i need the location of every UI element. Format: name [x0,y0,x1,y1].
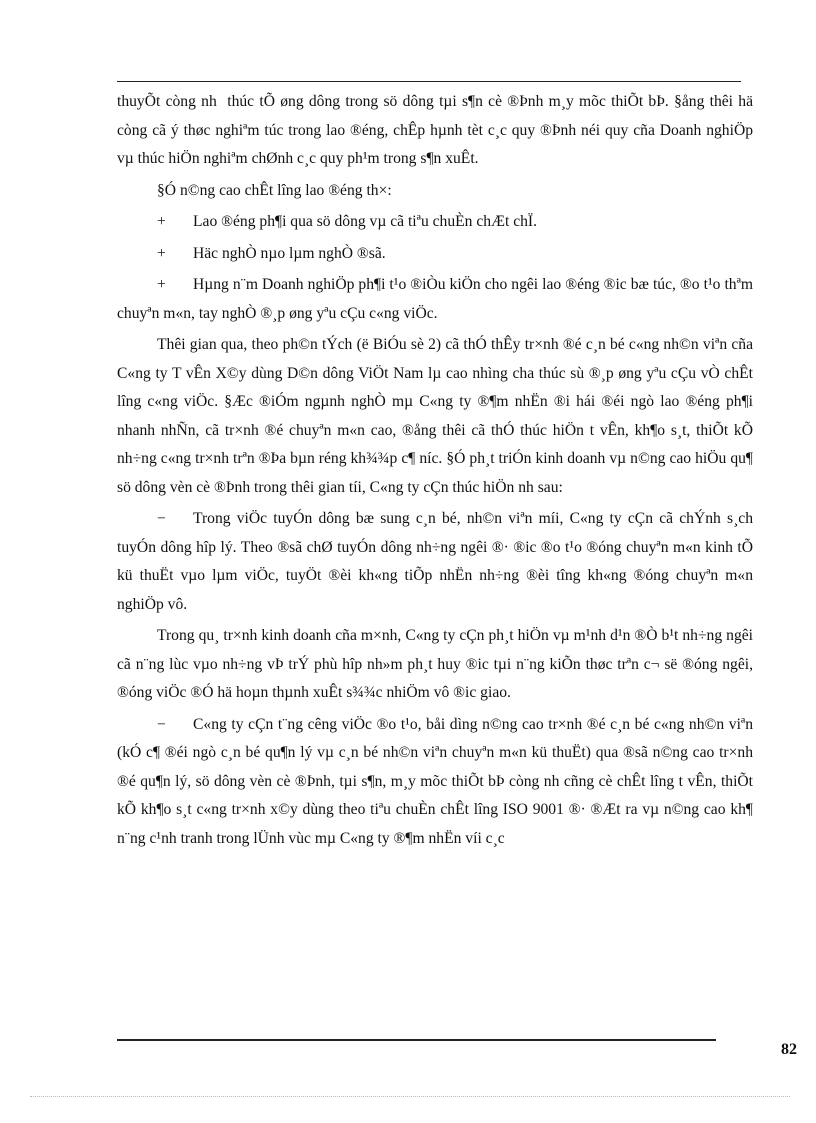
dash-mark: − [157,715,166,733]
bullet-mark: + [157,244,166,262]
document-body [117,88,753,853]
dash-item-text: C«ng ty cÇn t¨ng cêng viÖc ®o t¹o, båi dìng n©ng cao tr×nh ®é c¸n bé c«ng nh©n viªn (kÓ c¶ ®éi ngò c¸n bé qu¶n lý vµ c¸n bé nh©n viªn chuyªn m«n kü thuËt) qua ®sã n©ng cao tr×nh ®é qu¶n lý, sö dông vèn cè ®Þnh, tµi s¶n, m¸y mõc thiÕt bÞ còng nh cñng cè chÊt lîng t vÊn, thiÕt kÕ kh¶o s¸t c«ng tr×nh x©y dùng theo tiªu chuÈn chÊt lîng ISO 9001 ®· ®Æt ra vµ n©ng cao kh¶ n¨ng c¹nh tranh trong lÜnh vùc mµ C«ng ty ®¶m nhËn víi c¸c [117,715,753,847]
footer-rule [117,1039,716,1041]
dash-item-text: Trong qu¸ tr×nh kinh doanh cña m×nh, C«ng ty cÇn ph¸t hiÖn vµ m¹nh d¹n ®Ò b¹t nh÷ng ngêi cã n¨ng lùc vµo nh÷ng vÞ trÝ phù hîp nh»m ph¸t huy ®ic tµi n¨ng kiÕn thøc trªn c¬ së ®óng ngêi, ®óng viÖc ®Ó hä hoµn thµnh xuÊt s¾¾c nhiÖm vô ®ic giao. [117,627,753,701]
bullet-mark: + [157,213,166,230]
header-rule [117,81,741,82]
list-item [117,271,753,328]
list-item [117,622,753,708]
paragraph-continuation: thuyÕt còng nh thúc tÕ øng dông trong sö dông tµi s¶n cè ®Þnh m¸y mõc thiÕt bÞ. §ång thêi hä còng cã ý thøc nghiªm túc trong lao ®éng, chÊp hµnh tèt c¸c quy ®Þnh néi quy cña Doanh nghiÖp vµ thúc hiÖn nghiªm chØnh c¸c quy ph¹m trong s¶n xuÊt. [117,93,753,167]
dash-item-text: Trong viÖc tuyÓn dông bæ sung c¸n bé, nh©n viªn míi, C«ng ty cÇn cã chÝnh s¸ch tuyÓn dông hîp lý. Theo ®sã chØ tuyÓn dông nh÷ng ngêi ®· ®ic ®o t¹o ®óng chuyªn m«n kinh tÕ kü thuËt vµo lµm viÖc, tuyÖt ®èi kh«ng tiÕp nhËn nh÷ng ®èi tîng kh«ng ®óng chuyªn m«n nghiÖp vô. [117,510,753,613]
paragraph-quality-intro: §Ó n©ng cao chÊt lîng lao ®éng th×: [157,181,392,199]
dash-mark: − [157,510,166,527]
paragraph-analysis: Thêi gian qua, theo ph©n tÝch (ë BiÓu sè 2) cã thÓ thÊy tr×nh ®é c¸n bé c«ng nh©n viªn cña C«ng ty T vÊn X©y dùng D©n dông ViÖt Nam lµ cao nhìng cha thúc sù ®¸p øng yªu cÇu vÒ chÊt lîng c«ng viÖc. §Æc ®iÓm ngµnh nghÒ mµ C«ng ty ®¶m nhËn ®i hái ®éi ngò lao ®éng ph¶i nhanh nhÑn, cã tr×nh ®é chuyªn m«n cao, ®ång thêi cã thÓ thúc hiÖn t vÊn, kh¶o s¸t, thiÕt kÕ nh÷ng c«ng tr×nh trªn ®Þa bµn réng kh¾¾p c¶ níc. §Ó ph¸t triÓn kinh doanh vµ n©ng cao hiÖu qu¶ sö dông vèn cè ®Þnh trong thêi gian tíi, C«ng ty cÇn thúc hiÖn nh sau: [117,336,753,496]
list-item [117,505,753,619]
bullet-text: Hµng n¨m Doanh nghiÖp ph¶i t¹o ®iÒu kiÖn cho ngêi lao ®éng ®ic bæ túc, ®o t¹o thªm chuyªn m«n, tay nghÒ ®¸p øng yªu cÇu c«ng viÖc. [117,276,753,322]
bullet-mark: + [157,276,166,293]
list-item [117,240,753,269]
list-item [117,711,753,854]
bullet-text: Lao ®éng ph¶i qua sö dông vµ cã tiªu chuÈn chÆt chÏ. [193,213,537,230]
page-number: 82 [781,1041,797,1058]
page-edge-divider [30,1096,790,1097]
list-item [117,208,753,237]
bullet-text: Häc nghÒ nµo lµm nghÒ ®sã. [193,244,386,262]
